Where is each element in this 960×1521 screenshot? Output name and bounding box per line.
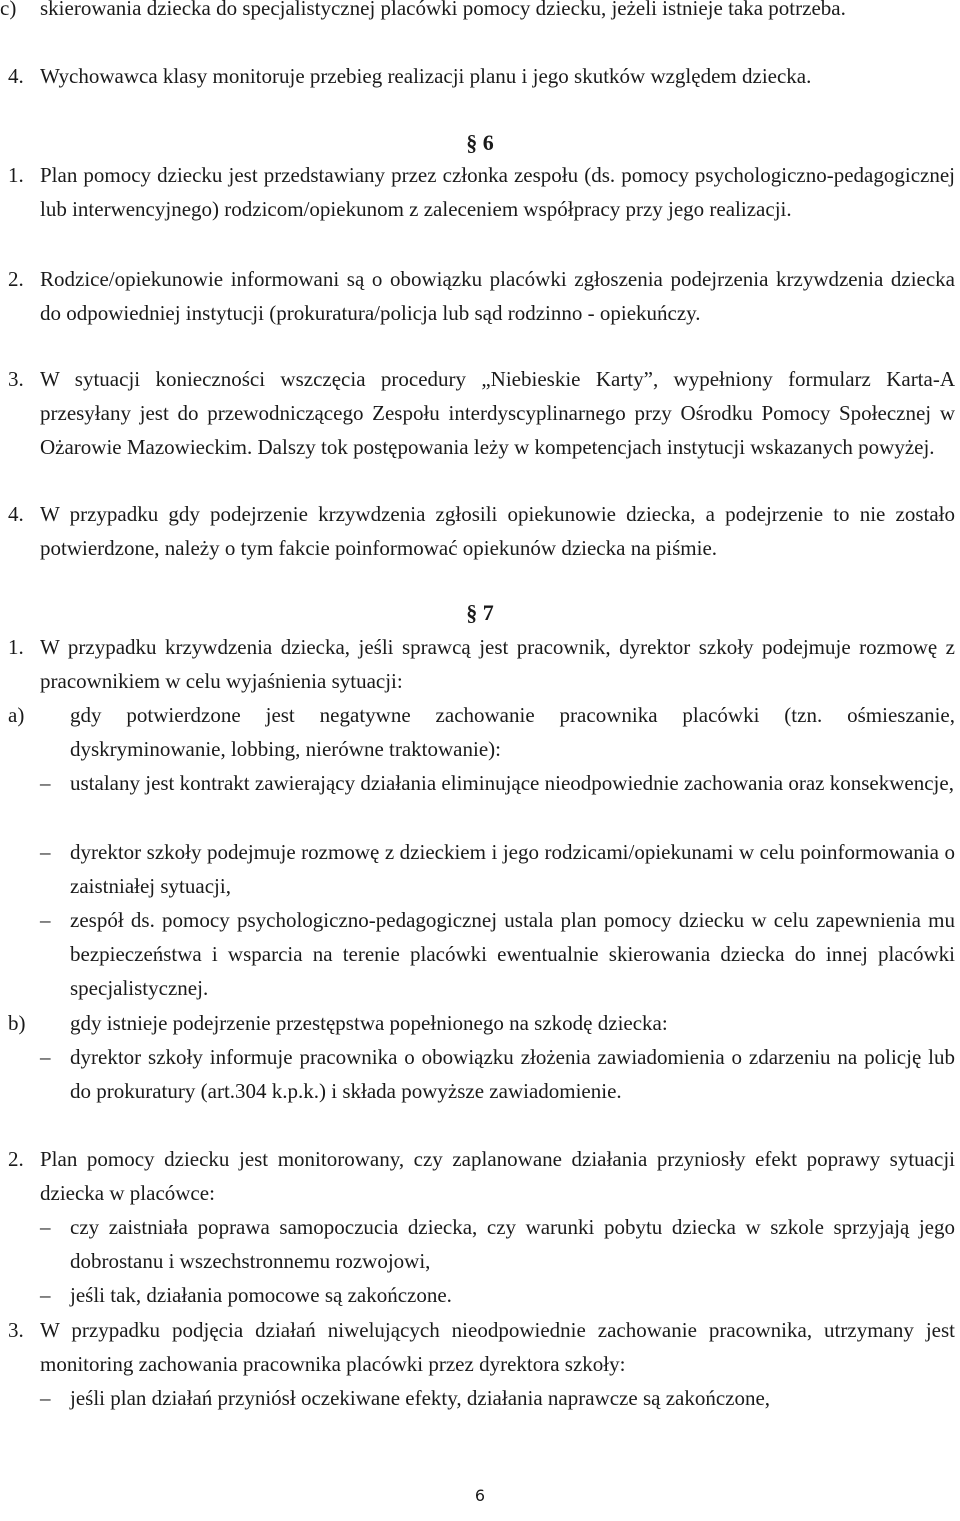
dash-item-4 — [0, 1040, 960, 1108]
dash-marker: – — [40, 840, 51, 864]
list-item-b — [0, 1006, 960, 1040]
dash-item-text: zespół ds. pomocy psychologiczno-pedagogicznej ustala plan pomocy dziecku w celu zapewnienia mu bezpieczeństwa i wsparcia na terenie placówki ewentualnie skierowania dziecka do innej placówki specjalistycznej. — [70, 908, 955, 1000]
page-number: 6 — [474, 1486, 486, 1505]
list-marker: 4. — [8, 64, 24, 88]
list-item-text: Plan pomocy dziecku jest przedstawiany przez członka zespołu (ds. pomocy psychologiczno-pedagogicznej lub interwencyjnego) rodzicom/opiekunom z zaleceniem współpracy przy jego realizacji. — [40, 163, 955, 221]
list-marker: 2. — [8, 267, 24, 291]
dash-marker: – — [40, 908, 51, 932]
list-item-text: gdy potwierdzone jest negatywne zachowanie pracownika placówki (tzn. ośmieszanie, dyskryminowanie, lobbing, nierówne traktowanie): — [70, 703, 955, 761]
list-item-2 — [0, 262, 960, 330]
list-marker: 4. — [8, 502, 24, 526]
dash-marker: – — [40, 1386, 51, 1410]
dash-item-1 — [0, 766, 960, 800]
list-marker: 2. — [8, 1147, 24, 1171]
list-item-4b — [0, 497, 960, 565]
list-marker: 3. — [8, 1318, 24, 1342]
list-marker: c) — [0, 0, 17, 20]
section-heading-6: § 6 — [466, 130, 494, 155]
list-marker: 1. — [8, 163, 24, 187]
dash-marker: – — [40, 1283, 51, 1307]
list-item-text: skierowania dziecka do specjalistycznej placówki pomocy dziecku, jeżeli istnieje taka potrzeba. — [40, 0, 846, 20]
dash-item-text: jeśli tak, działania pomocowe są zakończone. — [70, 1283, 452, 1307]
list-item-1 — [0, 158, 960, 226]
dash-item-2 — [0, 835, 960, 903]
list-item-text: Rodzice/opiekunowie informowani są o obowiązku placówki zgłoszenia podejrzenia krzywdzenia dziecka do odpowiedniej instytucji (prokuratura/policja lub sąd rodzinno - opiekuńczy. — [40, 267, 955, 325]
dash-item-5 — [0, 1210, 960, 1278]
list-marker: b) — [8, 1011, 26, 1035]
list-item-1b — [0, 630, 960, 698]
list-item-text: Plan pomocy dziecku jest monitorowany, czy zaplanowane działania przyniosły efekt poprawy sytuacji dziecka w placówce: — [40, 1147, 955, 1205]
dash-item-text: ustalany jest kontrakt zawierający działania eliminujące nieodpowiednie zachowania oraz konsekwencje, — [70, 771, 954, 795]
list-item-text: W przypadku krzywdzenia dziecka, jeśli sprawcą jest pracownik, dyrektor szkoły podejmuje rozmowę z pracownikiem w celu wyjaśnienia sytuacji: — [40, 635, 955, 693]
dash-marker: – — [40, 1215, 51, 1239]
list-item-2b — [0, 1142, 960, 1210]
list-item-c — [0, 0, 960, 25]
dash-item-text: dyrektor szkoły podejmuje rozmowę z dzieckiem i jego rodzicami/opiekunami w celu poinformowania o zaistniałej sytuacji, — [70, 840, 955, 898]
list-marker: 1. — [8, 635, 24, 659]
list-item-text: W przypadku podjęcia działań niwelujących nieodpowiednie zachowanie pracownika, utrzymany jest monitoring zachowania pracownika placówki przez dyrektora szkoły: — [40, 1318, 955, 1376]
list-marker: 3. — [8, 367, 24, 391]
dash-item-text: dyrektor szkoły informuje pracownika o obowiązku złożenia zawiadomienia o zdarzeniu na policję lub do prokuratury (art.304 k.p.k.) i składa powyższe zawiadomienie. — [70, 1045, 955, 1103]
dash-item-text: czy zaistniała poprawa samopoczucia dziecka, czy warunki pobytu dziecka w szkole sprzyjają jego dobrostanu i wszechstronnemu rozwojowi, — [70, 1215, 955, 1273]
dash-marker: – — [40, 1045, 51, 1069]
dash-item-7 — [0, 1381, 960, 1415]
section-heading-7: § 7 — [466, 600, 494, 625]
list-item-4 — [0, 59, 960, 93]
dash-item-6 — [0, 1278, 960, 1312]
dash-marker: – — [40, 771, 51, 795]
list-item-text: W przypadku gdy podejrzenie krzywdzenia zgłosili opiekunowie dziecka, a podejrzenie to nie zostało potwierdzone, należy o tym fakcie poinformować opiekunów dziecka na piśmie. — [40, 502, 955, 560]
list-item-a — [0, 698, 960, 766]
list-item-3b — [0, 1313, 960, 1381]
list-item-3 — [0, 362, 960, 464]
dash-item-3 — [0, 903, 960, 1005]
list-item-text: W sytuacji konieczności wszczęcia procedury „Niebieskie Karty”, wypełniony formularz Karta-A przesyłany jest do przewodniczącego Zespołu interdyscyplinarnego przy Ośrodku Pomocy Społecznej w Ożarowie Mazowieckim. Dalszy tok postępowania leży w kompetencjach instytucji wskazanych powyżej. — [40, 367, 955, 459]
list-marker: a) — [8, 703, 25, 727]
list-item-text: gdy istnieje podejrzenie przestępstwa popełnionego na szkodę dziecka: — [70, 1011, 668, 1035]
list-item-text: Wychowawca klasy monitoruje przebieg realizacji planu i jego skutków względem dziecka. — [40, 64, 812, 88]
dash-item-text: jeśli plan działań przyniósł oczekiwane efekty, działania naprawcze są zakończone, — [70, 1386, 771, 1410]
